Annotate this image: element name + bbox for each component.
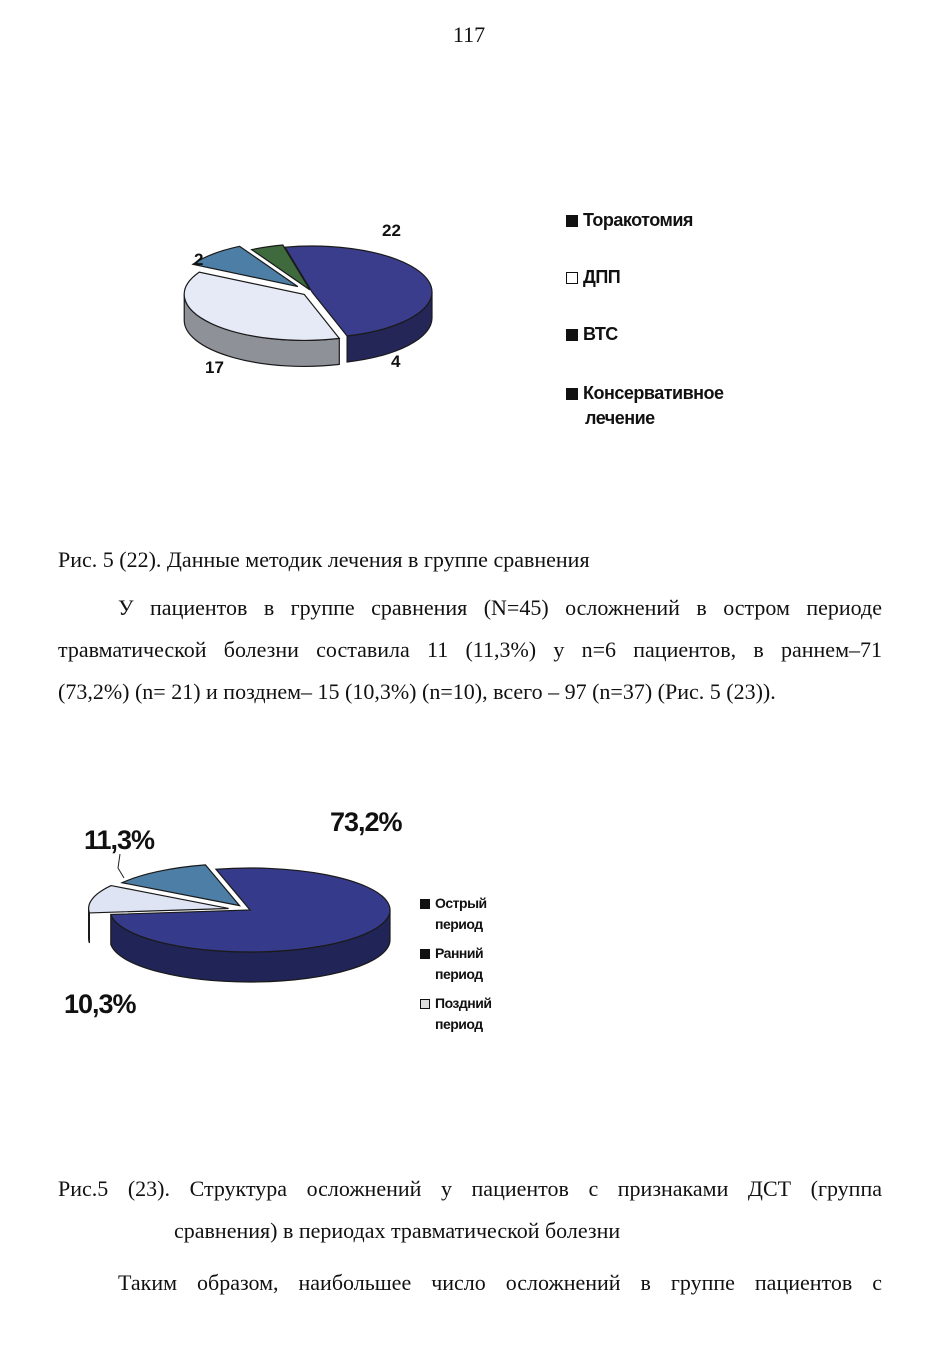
paragraph1: [58, 587, 882, 713]
legend2-label-3a: Поздний: [435, 995, 492, 1011]
pie2-data-label-ranniy: 73,2%: [330, 807, 402, 837]
figure2-caption-line-1: Рис.5 (23). Структура осложнений у пациентов с признаками ДСТ (группа: [58, 1176, 882, 1201]
figure2-caption: [58, 1168, 882, 1252]
legend1-swatch-1: [566, 215, 578, 227]
legend2-swatch-1: [420, 899, 430, 909]
figure1-caption: Рис. 5 (22). Данные методик лечения в группе сравнения: [58, 547, 590, 572]
legend1-item-2: [566, 267, 806, 324]
pie1-data-label-3: 4: [391, 352, 401, 371]
pie1-data-label-2: 17: [205, 358, 224, 377]
page-number: 117: [452, 22, 486, 47]
legend2-label-2b: период: [435, 966, 483, 982]
pie1-legend: [566, 210, 806, 431]
pie1-data-label-4: 2: [194, 250, 204, 269]
legend2-label-1b: период: [435, 916, 483, 932]
legend1-label-4b: лечение: [585, 408, 655, 428]
legend1-label-1: Торакотомия: [583, 210, 693, 230]
legend2-item-2: [420, 943, 560, 993]
legend2-swatch-2: [420, 949, 430, 959]
pie2-slices: [89, 865, 390, 982]
pie1-slices: [184, 245, 432, 366]
legend2-swatch-3: [420, 999, 430, 1009]
paragraph1-line-2: травматической болезни составила 11 (11,3%) у n=6 пациентов, в раннем–71: [58, 637, 882, 662]
legend2-label-3b: период: [435, 1016, 483, 1032]
legend1-item-4: [566, 381, 806, 431]
legend2-label-1a: Острый: [435, 895, 487, 911]
legend1-item-1: [566, 210, 806, 267]
legend1-label-2: ДПП: [583, 267, 621, 287]
paragraph2-line-1: Таким образом, наибольшее число осложнений в группе пациентов с: [118, 1270, 882, 1295]
pie2-slice-pozdniy-wall-0: [89, 908, 90, 942]
legend1-label-3: ВТС: [583, 324, 618, 344]
legend2-item-1: [420, 893, 560, 943]
paragraph2: [58, 1262, 882, 1304]
pie2-data-label-ostryy: 11,3%: [84, 825, 155, 855]
legend1-swatch-4: [566, 388, 578, 400]
legend1-swatch-3: [566, 329, 578, 341]
legend2-label-2a: Ранний: [435, 945, 484, 961]
legend1-label-4a: Консервативное: [583, 383, 724, 403]
pie2-legend: [420, 893, 560, 1035]
pie1-data-label-1: 22: [382, 221, 401, 240]
figure2-caption-line-2: сравнения) в периодах травматической болезни: [174, 1218, 621, 1243]
legend1-item-3: [566, 324, 806, 381]
legend2-item-3: [420, 993, 560, 1035]
paragraph1-line-1: У пациентов в группе сравнения (N=45) осложнений в остром периоде: [118, 595, 882, 620]
legend1-swatch-2: [566, 272, 578, 284]
pie2-data-label-pozdniy: 10,3%: [64, 989, 136, 1019]
pie2-leader-line: [118, 854, 124, 878]
paragraph1-line-3: (73,2%) (n= 21) и позднем– 15 (10,3%) (n=10), всего – 97 (n=37) (Рис. 5 (23)).: [58, 679, 776, 704]
